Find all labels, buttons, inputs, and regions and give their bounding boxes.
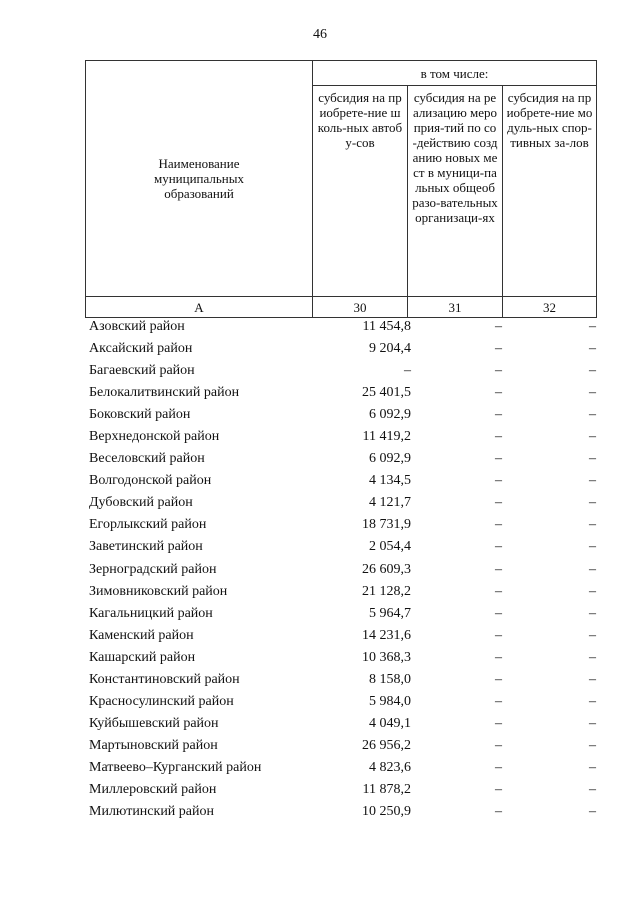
cell-v31: – [495,804,502,820]
cell-v32: – [589,517,596,533]
cell-v30: 5 984,0 [369,693,411,709]
cell-v32: – [589,781,596,797]
cell-v30: 4 049,1 [369,715,411,731]
cell-v31: – [495,605,502,621]
header-name-label: Наименование муниципальных образований [153,156,244,201]
cell-v32: – [589,473,596,489]
cell-v30: 11 878,2 [362,781,411,797]
col-number-30: 30 [313,297,408,318]
cell-v32: – [589,495,596,511]
cell-v31: – [495,429,502,445]
cell-name: Азовский район [89,319,185,334]
cell-name: Дубовский район [89,495,193,511]
header-col-31 [408,86,503,297]
cell-v31: – [495,451,502,467]
cell-v30: 18 731,9 [362,517,411,533]
cell-v31: – [495,561,502,577]
table-row [89,470,604,492]
cell-v32: – [589,715,596,731]
table-row [89,536,604,558]
cell-name: Миллеровский район [89,781,217,797]
cell-name: Кагальницкий район [89,605,213,621]
table-row [89,426,604,448]
header-col-30-label: субсидия на приобрете-ние школь-ных автобу-сов [317,90,403,150]
page-number: 46 [313,27,327,42]
table-row [89,316,604,338]
cell-name: Верхнедонской район [89,429,220,445]
cell-v30: 8 158,0 [369,671,411,687]
cell-name: Красносулинский район [89,693,234,709]
cell-name: Боковский район [89,407,191,423]
cell-v32: – [589,649,596,665]
cell-v32: – [589,759,596,775]
cell-v31: – [495,473,502,489]
cell-v31: – [495,627,502,643]
header-col-30 [313,86,408,297]
cell-v32: – [589,363,596,379]
table-row [89,669,604,691]
cell-name: Кашарский район [89,649,196,665]
cell-v30: 4 134,5 [369,473,411,489]
table-body [89,316,604,823]
cell-name: Милютинский район [89,804,215,820]
cell-v32: – [589,693,596,709]
table-row [89,382,604,404]
cell-v31: – [495,671,502,687]
cell-v30: 9 204,4 [369,341,411,357]
cell-name: Белокалитвинский район [89,385,240,401]
cell-v31: – [495,693,502,709]
header-col-31-label: субсидия на реализацию мероприя-тий по со-действию созданию новых мест в муници-пальных общеобразо-вательных организаци-ях [412,90,498,225]
cell-v30: 4 121,7 [369,495,411,511]
cell-v31: – [495,649,502,665]
cell-v31: – [495,341,502,357]
cell-v32: – [589,429,596,445]
cell-v32: – [589,319,596,334]
cell-v32: – [589,407,596,423]
cell-v30: 10 250,9 [362,804,411,820]
table-row [89,581,604,603]
cell-v32: – [589,451,596,467]
table-row [89,448,604,470]
cell-v30: 11 454,8 [362,319,411,334]
table-row [89,514,604,536]
table-row [89,757,604,779]
cell-v30: 6 092,9 [369,451,411,467]
table-row [89,625,604,647]
cell-v30: 14 231,6 [362,627,411,643]
header-col-32-label: субсидия на приобрете-ние модуль-ных спор-тивных за-лов [506,90,593,150]
table-row [89,492,604,514]
table-row [89,801,604,823]
cell-name: Аксайский район [89,341,193,357]
cell-v31: – [495,583,502,599]
table-row [89,338,604,360]
cell-name: Веселовский район [89,451,205,467]
cell-v32: – [589,737,596,753]
cell-v32: – [589,583,596,599]
cell-v31: – [495,385,502,401]
col-number-name: А [86,297,313,318]
cell-v30: 4 823,6 [369,759,411,775]
cell-v30: 2 054,4 [369,539,411,555]
table-row [89,691,604,713]
cell-v32: – [589,561,596,577]
cell-v32: – [589,627,596,643]
cell-v32: – [589,539,596,555]
cell-v30: 26 956,2 [362,737,411,753]
cell-v30: 26 609,3 [362,561,411,577]
cell-v30: 25 401,5 [362,385,411,401]
table-row [89,779,604,801]
cell-v32: – [589,605,596,621]
cell-name: Егорлыкский район [89,517,207,533]
cell-name: Заветинский район [89,539,203,555]
cell-v31: – [495,363,502,379]
cell-v30: 10 368,3 [362,649,411,665]
cell-v31: – [495,539,502,555]
cell-v31: – [495,737,502,753]
cell-name: Мартыновский район [89,737,218,753]
cell-v32: – [589,671,596,687]
table-header [85,60,597,318]
cell-v31: – [495,715,502,731]
table-row [89,603,604,625]
cell-name: Зерноградский район [89,561,217,577]
col-number-31: 31 [408,297,503,318]
cell-v30: 6 092,9 [369,407,411,423]
header-name-column [86,61,313,297]
cell-v31: – [495,517,502,533]
cell-v32: – [589,341,596,357]
cell-name: Каменский район [89,627,194,643]
table-row [89,713,604,735]
table-row [89,404,604,426]
cell-name: Багаевский район [89,363,195,379]
table-row [89,735,604,757]
header-group: в том числе: [313,61,597,86]
cell-v30: 21 128,2 [362,583,411,599]
cell-name: Куйбышевский район [89,715,219,731]
table-row [89,360,604,382]
cell-name: Матвеево–Курганский район [89,759,262,775]
cell-name: Волгодонской район [89,473,212,489]
cell-v31: – [495,407,502,423]
table-row [89,647,604,669]
cell-v30: – [404,363,411,379]
col-number-32: 32 [503,297,597,318]
table-row [89,559,604,581]
header-col-32 [503,86,597,297]
cell-v30: 5 964,7 [369,605,411,621]
cell-name: Зимовниковский район [89,583,228,599]
cell-v30: 11 419,2 [362,429,411,445]
cell-v31: – [495,319,502,334]
cell-v31: – [495,495,502,511]
cell-v32: – [589,804,596,820]
cell-name: Константиновский район [89,671,240,687]
cell-v31: – [495,781,502,797]
cell-v32: – [589,385,596,401]
cell-v31: – [495,759,502,775]
